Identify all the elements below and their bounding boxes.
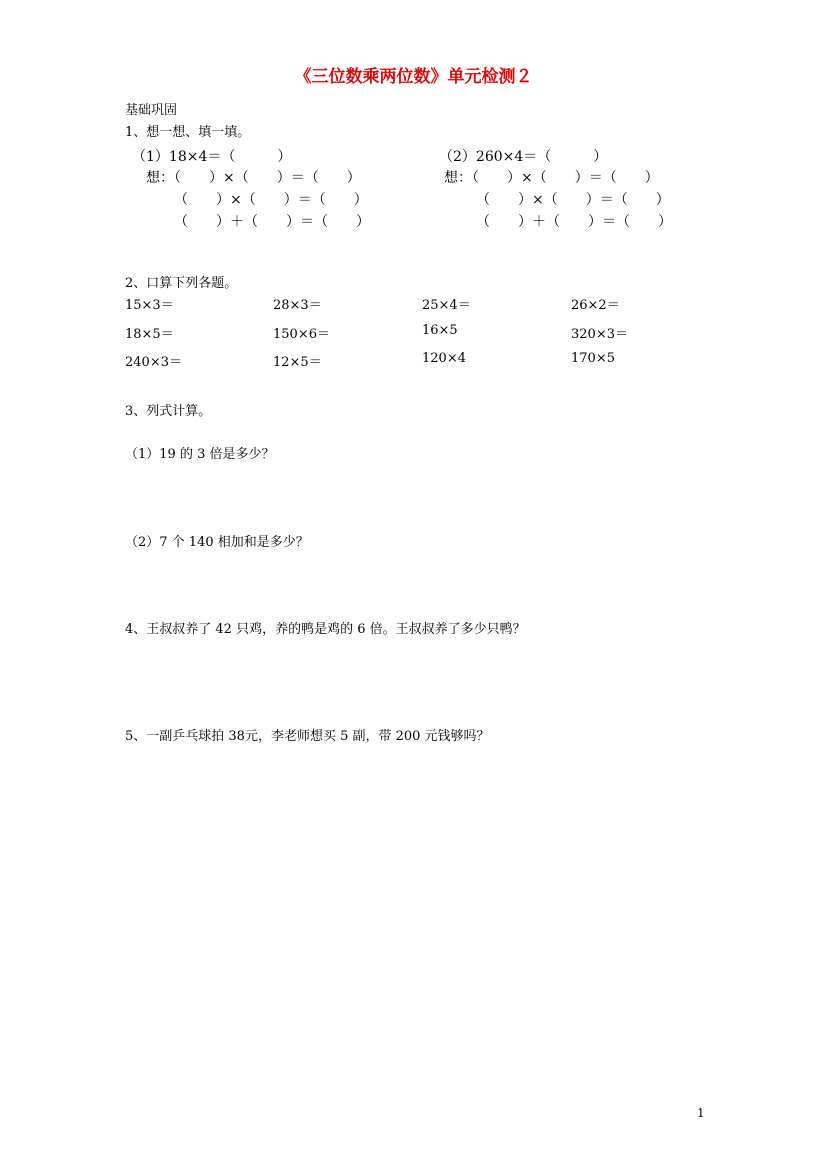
- q3-sub-1: （1）19 的 3 倍是多少？: [125, 447, 275, 462]
- q1-right-problem: （2）260×4＝（ ）: [439, 149, 608, 165]
- q1-right-line-2: （ ）×（ ）＝（ ）: [476, 192, 670, 208]
- q3-sub-2: （2）7 个 140 相加和是多少？: [125, 535, 309, 550]
- q2-heading: 2、口算下列各题。: [125, 276, 238, 291]
- q3-heading: 3、列式计算。: [125, 404, 212, 419]
- q5-text: 5、一副乒乓球拍 38元，李老师想买 5 副，带 200 元钱够吗？: [125, 729, 490, 744]
- q1-right-line-3: （ ）＋（ ）＝（ ）: [476, 214, 672, 230]
- q1-left-line-3: （ ）＋（ ）＝（ ）: [174, 214, 370, 230]
- q2-cell: 12×5＝: [273, 355, 322, 370]
- document-title: 《三位数乘两位数》单元检测２: [294, 67, 533, 87]
- q4-text: 4、王叔叔养了 42 只鸡，养的鸭是鸡的 6 倍。王叔叔养了多少只鸭？: [125, 622, 526, 637]
- q2-cell: 120×4: [422, 351, 466, 366]
- q1-left-problem: （1）18×4＝（ ）: [132, 149, 292, 165]
- q1-left-line-1: 想：（ ）×（ ）＝（ ）: [146, 170, 361, 186]
- section-heading: 基础巩固: [125, 103, 178, 118]
- q1-left-line-2: （ ）×（ ）＝（ ）: [174, 192, 368, 208]
- q2-cell: 170×5: [571, 351, 615, 366]
- q2-cell: 18×5＝: [125, 327, 174, 342]
- q2-cell: 15×3＝: [125, 298, 174, 313]
- q2-cell: 320×3＝: [571, 327, 628, 342]
- q2-cell: 16×5: [422, 323, 458, 338]
- q1-right-line-1: 想：（ ）×（ ）＝（ ）: [444, 170, 659, 186]
- page-number: 1: [697, 1106, 705, 1120]
- q1-heading: 1、想一想、填一填。: [125, 125, 251, 140]
- q2-cell: 26×2＝: [571, 298, 620, 313]
- q2-cell: 240×3＝: [125, 355, 182, 370]
- q2-cell: 150×6＝: [273, 327, 330, 342]
- q2-cell: 28×3＝: [273, 298, 322, 313]
- q2-cell: 25×4＝: [422, 298, 471, 313]
